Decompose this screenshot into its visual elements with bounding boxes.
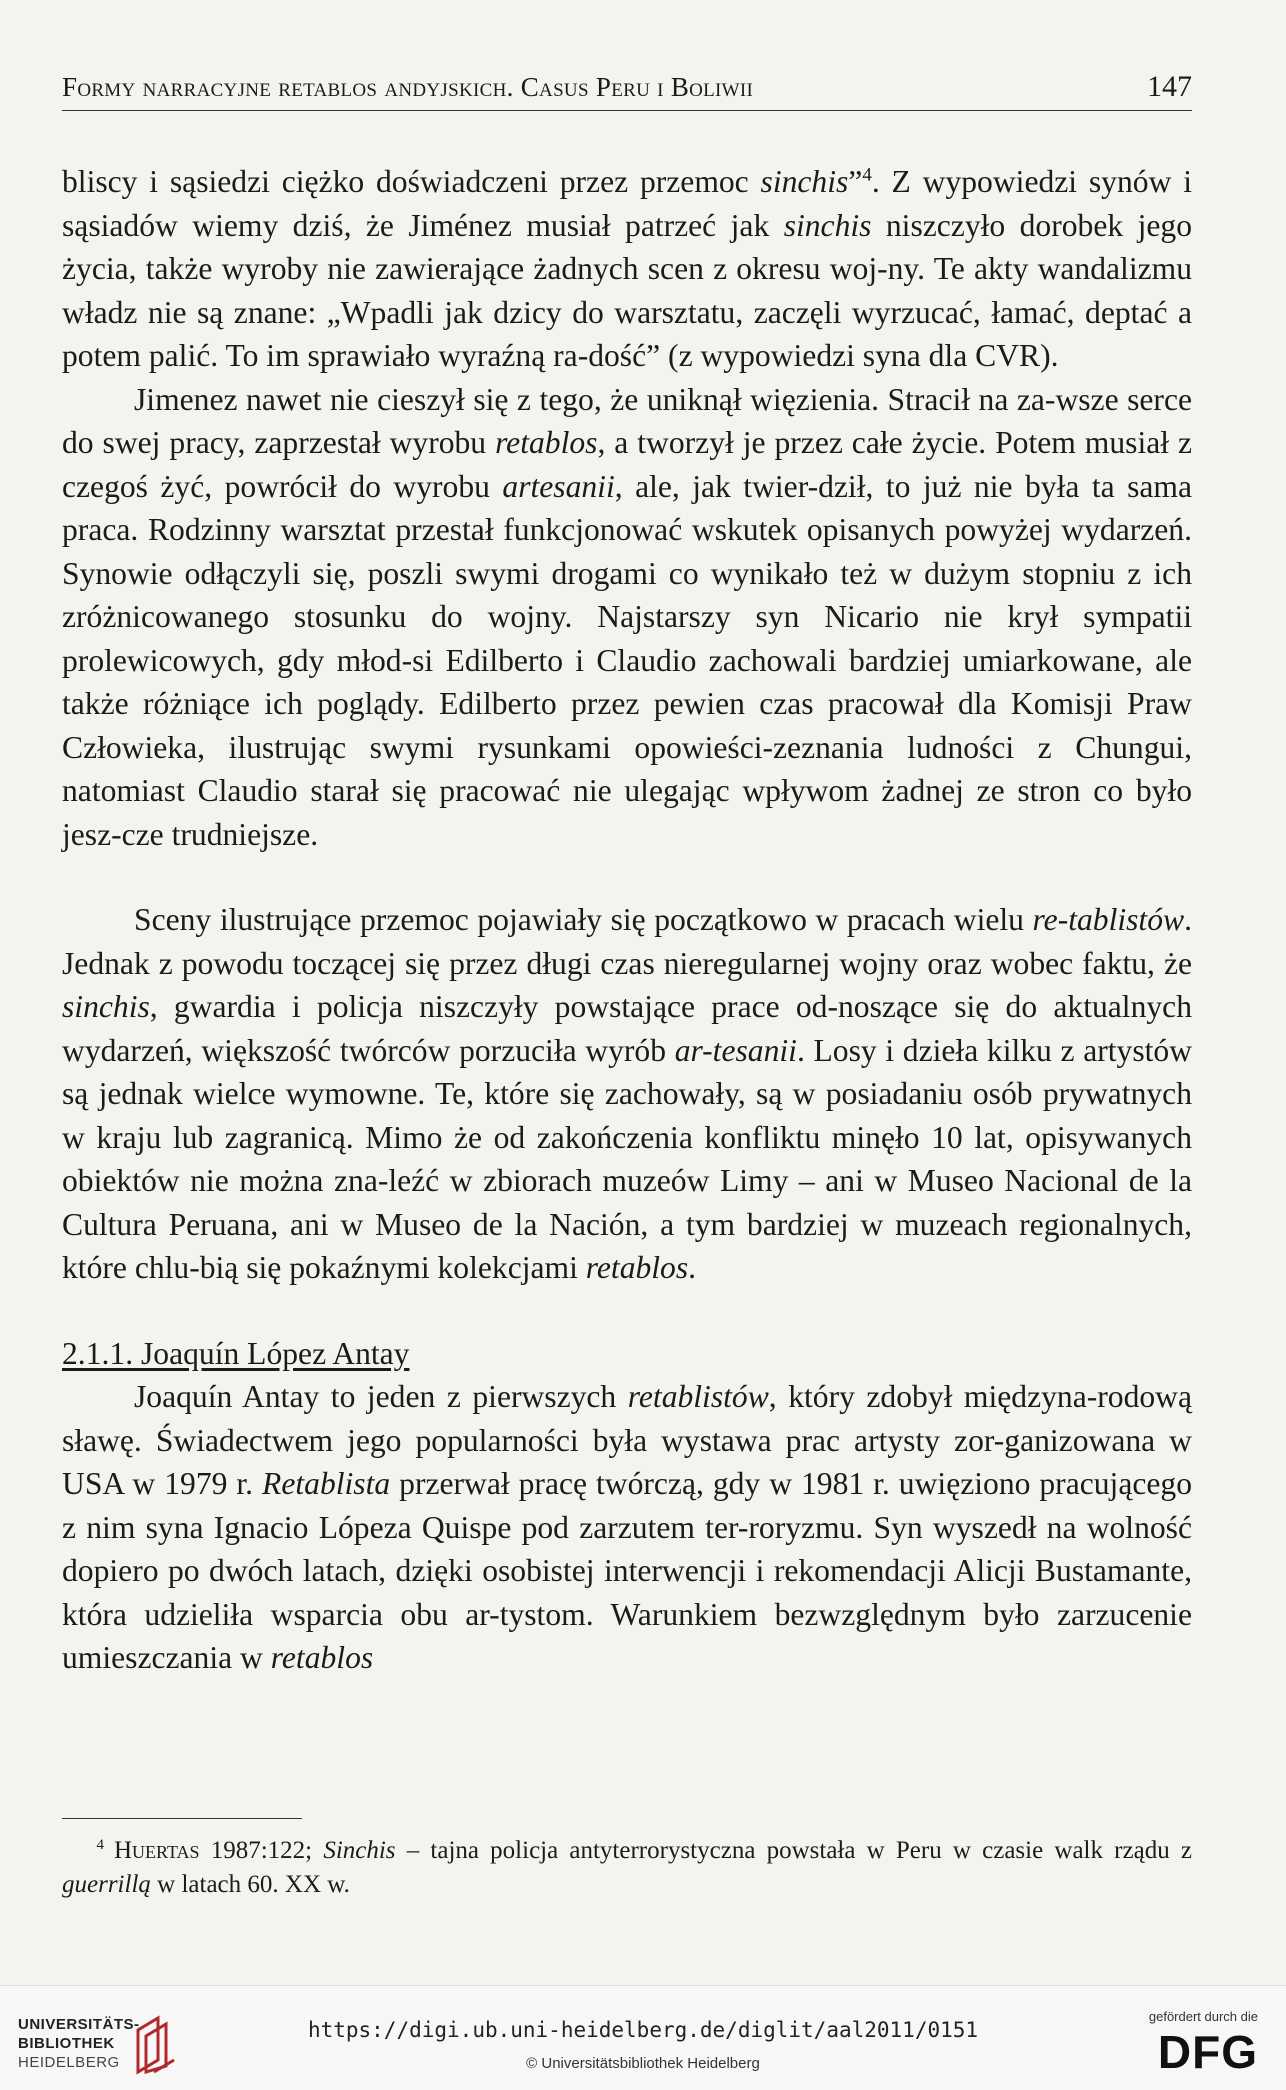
footnote-author: Huertas <box>114 1837 200 1864</box>
text-run: – tajna policja antyterrorystyczna powstała w Peru w czasie walk rządu z <box>395 1837 1192 1864</box>
text-run: , gwardia i policja niszczyły powstające prace od-noszące się do aktualnych wydarzeń, większość twórców porzuciła wyrób <box>62 989 1192 1068</box>
text-run: 1987:122; <box>199 1837 324 1864</box>
text-run: , który zdobył międzyna-rodową sławę. Świadectwem jego popularności była wystawa prac artysty zor-ganizowana w USA w 1979 r. <box>62 1379 1192 1501</box>
italic-term: re-tablistów <box>1032 902 1185 937</box>
dfg-logo[interactable] <box>1118 2005 1258 2081</box>
section-heading: 2.1.1. Joaquín López Antay <box>62 1335 410 1371</box>
text-run: niszczyło dorobek jego życia, także wyroby nie zawierające żadnych scen z okresu woj-ny. Te akty wandalizmu władz nie są znane: „Wpadli jak dzicy do warsztatu, zaczęli wyrzucać, łamać, deptać a potem palić. To im sprawiało wyraźną ra-dość” (z wypowiedzi syna dla CVR). <box>62 207 1192 373</box>
italic-term: sinchis <box>62 989 150 1024</box>
italic-term: artesanii <box>502 468 615 504</box>
italic-term: Retablista <box>262 1466 391 1501</box>
paragraph-gap <box>62 856 1192 898</box>
italic-term: retablos <box>495 425 598 460</box>
italic-term: retablistów <box>627 1379 769 1414</box>
text-run: . <box>688 1250 697 1285</box>
permalink-url[interactable]: https://digi.ub.uni-heidelberg.de/diglit/aal2011/0151 <box>307 2018 979 2042</box>
text-run: Jimenez nawet nie cieszył się z tego, że uniknął więzienia. Stracił na za-wsze serce do swej pracy, zaprzestał wyrobu <box>62 381 1192 460</box>
footnote-rule <box>62 1818 302 1819</box>
italic-term: guerrillą <box>62 1871 151 1898</box>
library-name-line1: UNIVERSITÄTS- <box>18 2016 140 2033</box>
running-header <box>62 68 1192 111</box>
paragraph-2 <box>62 378 1192 857</box>
footnote-4: $^4$ Huertas 1987:122; Sinchis – tajna policja antyterrorystyczna powstała w Peru w czasie walk rządu z guerrillą w latach 60. XX w. <box>62 1836 1192 1898</box>
text-run: , ale, jak twier-dził, to już nie była ta sama praca. Rodzinny warsztat przestał funkcjonować wskutek opisanych powyżej wydarzeń. Synowie odłączyli się, poszli swymi drogami co wynikało też w dużym stopniu z ich zróżnicowanego stosunku do wojny. Najstarszy syn Nicario nie krył sympatii prolewicowych, gdy młod-si Edilberto i Claudio zachowali bardziej umiarkowane, ale także różniące ich poglądy. Edilberto przez pewien czas pracował dla Komisji Praw Człowieka, ilustrując swymi rysunkami opowieści-zeznania ludności z Chungui, natomiast Claudio starał się pracować nie ulegając wpływom żadnej ze stron co było jesz-cze trudniejsze. <box>62 468 1192 852</box>
paragraph-1 <box>62 160 1192 378</box>
text-run: . Jednak z powodu toczącej się przez długi czas nieregularnej wojny oraz wobec faktu, że <box>62 902 1192 981</box>
text-run: w latach 60. XX w. <box>150 1871 350 1898</box>
library-name-line3: HEIDELBERG <box>18 2054 120 2071</box>
text-run: . Z wypowiedzi synów i sąsiadów wiemy dziś, że Jiménez musiał patrzeć jak <box>62 164 1192 243</box>
italic-term: ar-tesanii <box>674 1032 797 1068</box>
italic-term: retablos <box>270 1640 374 1675</box>
copyright-notice: © Universitätsbibliothek Heidelberg <box>526 2055 760 2072</box>
running-title: Formy narracyjne retablos andyjskich. Casus Peru i Boliwii <box>62 72 754 102</box>
page-number: 147 <box>1147 70 1192 103</box>
italic-term: sinchis <box>783 207 872 243</box>
footnote-ref[interactable]: 4 <box>862 164 872 186</box>
text-run: ” <box>848 164 863 199</box>
paragraph-gap <box>62 1290 1192 1332</box>
text-run: Joaquín Antay to jeden z pierwszych <box>134 1379 628 1414</box>
paragraph-4 <box>62 1375 1192 1680</box>
italic-term: retablos <box>585 1250 689 1285</box>
italic-term: sinchis <box>760 164 849 199</box>
italic-term: Sinchis <box>323 1837 396 1864</box>
funded-by-label: gefördert durch die <box>1148 2009 1258 2024</box>
paragraph-3 <box>62 898 1192 1290</box>
text-run: przerwał pracę twórczą, gdy w 1981 r. uwięziono pracującego z nim syna Ignacio Lópeza Quispe pod zarzutem ter-roryzmu. Syn wyszedł na wolność dopiero po dwóch latach, dzięki osobistej interwencji i rekomendacji Alicji Bustamante, która udzieliła wsparcia obu ar-tystom. Warunkiem bezwzględnym było zarzucenie umieszczania w <box>62 1466 1192 1675</box>
dfg-wordmark: DFG <box>1157 2026 1258 2078</box>
body-text <box>62 160 1192 1680</box>
text-run: . Losy i dzieła kilku z artystów są jednak wielce wymowne. Te, które się zachowały, są w posiadaniu osób prywatnych w kraju lub zagranicą. Mimo że od zakończenia konfliktu minęło 10 lat, opisywanych obiektów nie można zna-leźć w zbiorach muzeów Limy – ani w Museo Nacional de la Cultura Peruana, ani w Museo de la Nación, a tym bardziej w muzeach regionalnych, które chlu-bią się pokaźnymi kolekcjami <box>62 1032 1193 1285</box>
library-name-line2: BIBLIOTHEK <box>18 2035 115 2052</box>
text-run: , a tworzył je przez całe życie. Potem musiał z czegoś żyć, powrócił do wyrobu <box>62 425 1192 504</box>
text-run: Sceny ilustrujące przemoc pojawiały się początkowo w pracach wielu <box>134 902 1033 937</box>
text-run: bliscy i sąsiedzi ciężko doświadczeni przez przemoc <box>62 164 761 199</box>
